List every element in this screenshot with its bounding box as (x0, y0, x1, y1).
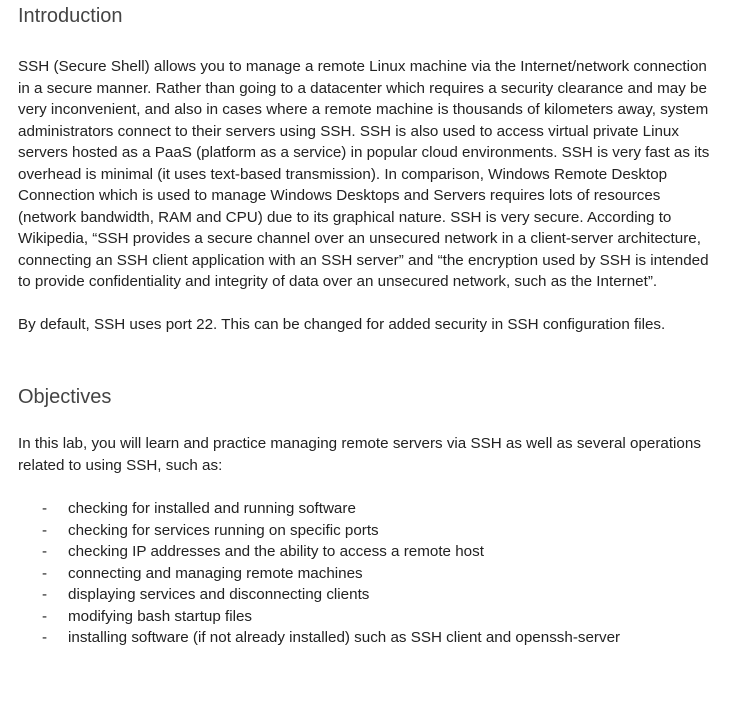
objectives-list (18, 498, 718, 649)
list-item (18, 627, 718, 649)
bullet-marker: - (42, 586, 48, 603)
list-item (18, 563, 718, 585)
objectives-heading: Objectives (18, 386, 112, 408)
list-item-text: checking for services running on specific ports (68, 521, 379, 539)
bullet-marker: - (42, 543, 48, 560)
document-body (18, 0, 718, 649)
list-item (18, 498, 718, 520)
introduction-paragraph: SSH (Secure Shell) allows you to manage a remote Linux machine via the Internet/network connection in a secure manner. Rather than going to a datacenter which requires a security clearance and may be very inconvenient, and also in cases where a remote machine is thousands of kilometers away, system administrators connect to their servers using SSH. SSH is also used to access virtual private Linux servers hosted as a PaaS (platform as a service) in popular cloud environments. SSH is very fast as its overhead is minimal (it uses text-based transmission). In comparison, Windows Remote Desktop Connection which is used to manage Windows Desktops and Servers requires lots of resources (network bandwidth, RAM and CPU) due to its graphical nature. SSH is very secure. According to Wikipedia, “SSH provides a secure channel over an unsecured network in a client-server architecture, connecting an SSH client application with an SSH server” and “the encryption used by SSH is intended to provide confidentiality and integrity of data over an unsecured network, such as the Internet”. (18, 58, 710, 290)
list-item-text: checking for installed and running software (68, 500, 356, 517)
default-port-paragraph: By default, SSH uses port 22. This can be changed for added security in SSH configuration files. (18, 315, 666, 333)
bullet-marker: - (42, 521, 48, 539)
bullet-marker: - (42, 500, 48, 517)
list-item (18, 584, 718, 606)
list-item (18, 541, 718, 563)
list-item-text: modifying bash startup files (68, 607, 253, 625)
list-item-text: checking IP addresses and the ability to access a remote host (68, 543, 484, 560)
bullet-marker: - (42, 564, 48, 582)
list-item (18, 606, 718, 628)
list-item-text: displaying services and disconnecting clients (68, 586, 370, 603)
bullet-marker: - (42, 629, 48, 646)
list-item-text: connecting and managing remote machines (68, 564, 363, 582)
list-item (18, 520, 718, 542)
list-item-text: installing software (if not already installed) such as SSH client and openssh-server (68, 629, 621, 646)
introduction-heading: Introduction (18, 5, 123, 27)
bullet-marker: - (42, 607, 48, 625)
objectives-intro: In this lab, you will learn and practice managing remote servers via SSH as well as several operations related to using SSH, such as: (18, 435, 701, 474)
